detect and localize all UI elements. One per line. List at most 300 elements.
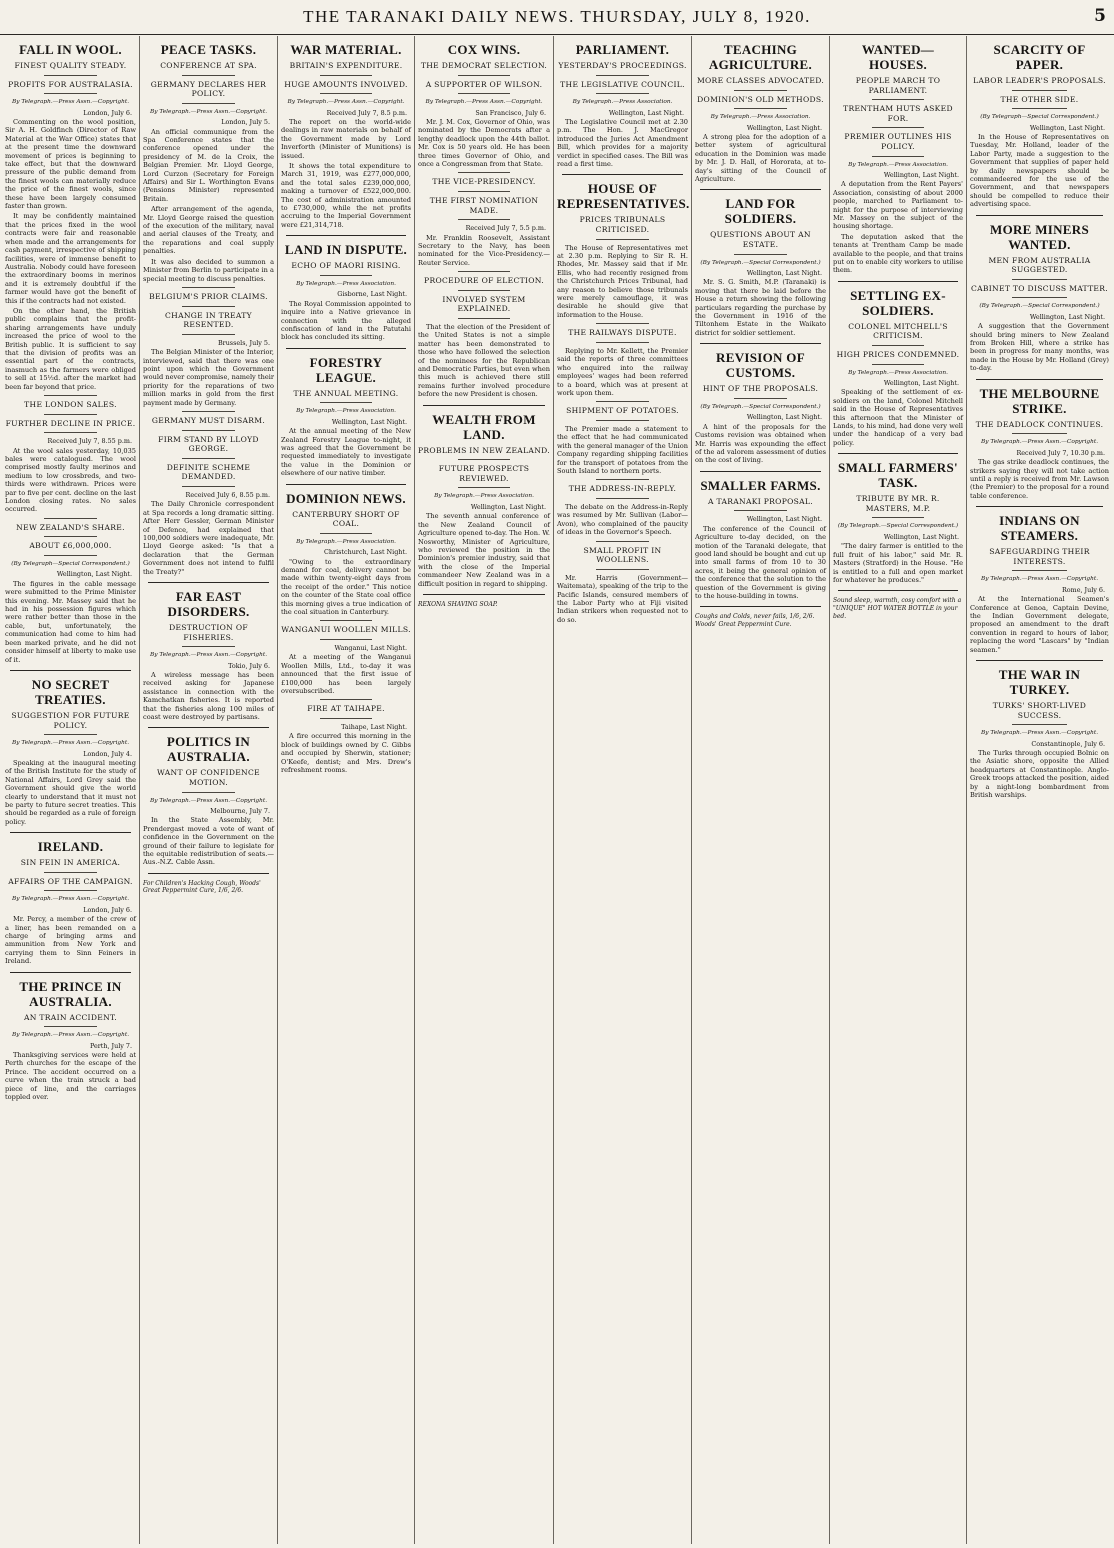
article [695,471,826,601]
article [5,395,136,514]
article-subheading: DEFINITE SCHEME DEMANDED. [166,462,251,482]
article [557,42,688,168]
article-paragraph: Replying to Mr. Kellett, the Premier said the reports of three committees who enquired into the railway employees' wages had been referred to a board, which was at present at work upon them. [557,346,688,397]
article-dateline: Received July 7, 8.5 p.m. [326,108,407,117]
article-subheading: PROBLEMS IN NEW ZEALAND. [418,445,550,455]
section-rule [10,972,131,973]
article-paragraph: The seventh annual conference of the New Zealand Council of Agriculture opened to-day. The Hon. W. Nosworthy, Minister of Agriculture, who reviewed the position in the Dominion's premier industry, said that with the close of the Imperial commandeer New Zealand was in a difficult position in regard to shipping. [418,512,550,588]
subheading-rule [458,487,511,488]
subheading-rule [734,108,786,109]
article-paragraph: A wireless message has been received asking for Japanese assistance in connection with the Kamchatkan fisheries. It is reported that the fisheries along 100 miles of coast were destroyed by partisans. [143,670,274,721]
article-dateline: Brussels, July 5. [217,338,270,347]
article [418,405,550,588]
subheading-rule [44,872,96,873]
article-subheading: FIRM STAND BY LLOYD GEORGE. [158,434,259,454]
article-paragraph: Thanksgiving services were held at Perth churches for the escape of the Prince. The accident occurred on a curve when the train struck a bad piece of line, and the carriages toppled over. [5,1051,136,1102]
article-rule [182,411,234,412]
article-subheading: SMALL PROFIT IN WOOLLENS. [583,545,662,565]
article-byline: By Telegraph.—Press Assn.—Copyright. [11,896,130,903]
article-subheading: THE RAILWAYS DISPUTE. [568,328,677,338]
article-dateline: Wellington, Last Night. [56,570,132,579]
article-paragraph: The debate on the Address-in-Reply was resumed by Mr. Sullivan (Labor—Avon), who complained of the paucity of ideas in the Governor's Speech. [557,502,688,537]
article-byline: By Telegraph.—Press Assn.—Copyright. [149,652,268,659]
subheading-rule [458,318,511,319]
article-subheading: AN TRAIN ACCIDENT. [23,1012,117,1022]
article-subheading: FIRE AT TAIHAPE. [307,704,385,714]
section-rule [976,215,1104,216]
article-paragraph: "The dairy farmer is entitled to the full fruit of his labor," said Mr. R. Masters (Stratford) in the House. "He is entitled to a full and open market for whatever he produces." [833,542,963,584]
article-subheading: THE VICE-PRESIDENCY. [432,177,536,187]
article-subheading: ABOUT £6,000,000. [29,541,112,551]
subheading-rule [320,533,372,534]
section-rule [10,670,131,671]
subheading-rule [1012,433,1068,434]
section-rule [700,343,821,344]
subheading-rule [1012,724,1068,725]
article-dateline: London, July 5. [221,118,270,127]
section-rule [10,832,131,833]
article-dateline: Wellington, Last Night. [883,170,959,179]
article [281,699,411,774]
article [281,620,411,695]
article-headline: COX WINS. [447,42,521,57]
article-byline: By Telegraph.—Press Association. [848,161,948,168]
article-headline: FALL IN WOOL. [19,42,122,57]
column-4 [414,36,553,1544]
article-byline: By Telegraph.—Press Assn.—Copyright. [149,797,268,804]
section-rule [148,727,269,728]
subheading-rule [872,517,924,518]
article-subheading: SIN FEIN IN AMERICA. [20,858,121,868]
subheading-rule [872,156,924,157]
article-headline: REVISION OF CUSTOMS. [716,350,805,381]
article [833,42,963,275]
article [281,484,411,617]
article-headline: IRELAND. [37,839,104,855]
article-headline: SETTLING EX-SOLDIERS. [850,287,946,318]
subheading-rule [182,103,234,104]
article [557,541,688,625]
article-paragraph: A fire occurred this morning in the block of buildings owned by C. Gibbs and occupied by Sherwin, stationer; O'Keefe, dentist; and Mrs. Drew's refreshment rooms. [281,732,411,775]
article-rule [458,172,511,173]
subheading-rule [596,93,648,94]
article-byline: By Telegraph.—Press Assn.—Copyright. [980,576,1099,583]
article-paragraph: The deputation asked that the tenants at Trentham Camp be made available to the people, and that trains put on to enable city workers to utilise them. [833,232,963,275]
article-byline: By Telegraph.—Press Association. [434,493,534,500]
article-paragraph: It may be confidently maintained that the prices fixed in the wool contracts were fair and reasonable when made and the arrangements for cash payment, irrespective of shipping facilities, were of immense benefit to Australia. Nobody could have foreseen the extraordinary booms in merinos and it is extremely doubtful if the farmer would have got the benefit of this if the contracts had not existed. [5,212,136,305]
article [970,506,1109,654]
subheading-rule [44,555,96,556]
section-rule [976,660,1104,661]
ad-rule [700,606,821,607]
article-subheading: DOMINION'S OLD METHODS. [697,94,824,104]
article-paragraph: Commenting on the wool position, Sir A. H. Goldfinch (Director of Raw Material at the War Office) states that at the present time the downward movement of prices is beginning to take effect, but that the downward pressure of the public demand from the finest wools can materially reduce the price of the finest wools, since these have been largely consumed faster than grown. [5,118,136,211]
subheading-rule [458,290,511,291]
article-byline: By Telegraph.—Press Association. [710,114,811,121]
article-subheading: THE ANNUAL MEETING. [293,388,399,398]
article-headline: SMALL FARMERS' TASK. [838,460,958,491]
article-paragraph: Mr. Franklin Roosevelt, Assistant Secretary to the Navy, has been nominated for the Vice-Presidency.—Reuter Service. [418,233,550,267]
article-subheading: GERMANY MUST DISARM. [151,415,266,425]
article-subheading: THE DEMOCRAT SELECTION. [420,61,548,70]
article-paragraph: Mr. S. G. Smith, M.P. (Taranaki) is moving that there be laid before the House a return showing the following particulars regarding the purchase by the Government in 1916 of the Tiltonhem Estate in the Waikato district for soldier settlement. [695,278,826,337]
article-rule [44,395,96,396]
article-subheading: FINEST QUALITY STEADY. [14,61,127,70]
article-headline: DOMINION NEWS. [286,490,406,506]
article [970,379,1109,500]
subheading-rule [182,430,234,431]
article-headline: THE WAR IN TURKEY. [998,666,1081,697]
article-paragraph: The figures in the cable message were submitted to the Prime Minister this evening. Mr. Massey said that he had in his possession figures which were rather better than those in the cable, but, unfortunately, the communication had come to him had been marked private, and he did not consider himself at liberty to make use of it. [5,579,136,664]
article-dateline: Taihape, Last Night. [341,723,407,732]
article [557,479,688,536]
article-subheading: BELGIUM'S PRIOR CLAIMS. [149,291,268,301]
article-paragraph: At the annual meeting of the New Zealand Forestry League to-night, it was agreed that the Government be requested immediately to investigate the value in the Dominion or elsewhere of our native timber. [281,427,411,478]
section-rule [562,174,683,175]
subheading-rule [182,334,234,335]
article-subheading: MEN FROM AUSTRALIA SUGGESTED. [988,255,1091,275]
article-byline: By Telegraph.—Press Assn.—Copyright. [287,99,405,106]
article-subheading: SHIPMENT OF POTATOES. [566,406,679,416]
subheading-rule [44,432,96,433]
article-byline: By Telegraph.—Press Assn.—Copyright. [11,1032,130,1039]
article-paragraph: The Daily Chronicle correspondent at Spa records a long dramatic sitting. After Herr Gessler, German Minister of Defence, had explained that 100,000 soldiers were inadequate, Mr. Lloyd George asked: "Is that a declaration that the German Government does not intend to fulfil the Treaty?" [143,500,274,576]
subheading-rule [182,75,234,76]
article-rule [320,620,372,621]
article-subheading: DESTRUCTION OF FISHERIES. [169,622,248,642]
article-dateline: Received July 7, 5.5 p.m. [465,224,546,233]
article-byline: By Telegraph.—Press Association. [296,408,396,415]
article-rule [458,271,511,272]
article-rule [44,518,96,519]
article-paragraph: A strong plea for the adoption of a better system of agricultural education in the Dominion was made by Mr. J. D. Hall, of Hororata, at to-day's sitting of the Council of Agriculture. [695,133,826,184]
article [143,727,274,866]
subheading-rule [734,254,786,255]
article-dateline: Perth, July 7. [89,1041,132,1050]
article-byline: (By Telegraph.—Special Correspondent.) [700,403,821,410]
article-subheading: WANGANUI WOOLLEN MILLS. [281,625,411,635]
subheading-rule [44,1026,96,1027]
article-subheading: ECHO OF MAORI RISING. [291,261,401,271]
article-rule [596,401,648,402]
subheading-rule [320,75,372,76]
article [970,215,1109,373]
article [833,453,963,584]
column-8 [966,36,1112,1544]
column-7 [829,36,966,1544]
ad-rule [838,590,958,591]
subheading-rule [596,498,648,499]
article-paragraph: The gas strike deadlock continues, the strikers saying they will not take action until a reply is received from Mr. Lawson (the Premier) to the proposal for a round table conference. [970,458,1109,500]
article [418,42,550,168]
article-rule [596,541,648,542]
section-rule [286,235,406,236]
article-byline: (By Telegraph.—Special Correspondent.) [979,303,1100,310]
article [5,518,136,664]
page-number: 5 [1094,6,1106,26]
article-byline: (By Telegraph.—Special Correspondent.) [700,259,821,266]
article-paragraph: At the wool sales yesterday, 10,035 bales were catalogued. The wool comprised mostly faulty merinos and medium to low crossbreds, and two-thirds were withdrawn. Prices were par to five per cent. decline on the last London closing rates. No sales occurred. [5,446,136,514]
article-subheading: THE FIRST NOMINATION MADE. [429,196,539,215]
article [5,42,136,391]
article-paragraph: It was also decided to summon a Minister from Berlin to participate in a special meeting to discuss penalties. [143,257,274,283]
article-dateline: San Francisco, July 6. [475,108,546,117]
subheading-rule [182,486,234,487]
article-headline: WEALTH FROM LAND. [432,411,536,442]
section-rule [286,484,406,485]
subheading-rule [596,569,648,570]
article [970,42,1109,209]
article-dateline: London, July 4. [83,749,132,758]
advertisement: For Children's Hacking Cough, Woods' Great Peppermint Cure, 1/6, 2/6. [143,879,261,895]
subheading-rule [734,510,786,511]
article-paragraph: The Belgian Minister of the Interior, interviewed, said that there was one point upon which the Government would never compromise, namely their priority for the reparations of two million marks in gold from the first payment made by Germany. [143,348,274,407]
article-headline: LAND IN DISPUTE. [284,242,408,258]
article-paragraph: A deputation from the Rent Payers' Association, consisting of about 2000 people, marched to Parliament to-night for the purpose of interviewing Mr. Massey on the subject of the housing shortage. [833,180,963,231]
article-dateline: Wellington, Last Night. [331,417,407,426]
article-dateline: Wellington, Last Night. [746,515,822,524]
article-byline: By Telegraph.—Press Association. [296,280,396,287]
article-byline: By Telegraph.—Press Association. [572,99,673,106]
article [418,172,550,267]
article-paragraph: Mr. J. M. Cox, Governor of Ohio, was nominated by the Democrats after a lengthy deadlock upon the 44th ballot. Mr. Cox is 50 years old. He has been three times Governor of Ohio, and once a Congressman from that State. [418,118,550,169]
article-subheading: A TARANAKI PROPOSAL. [708,496,813,506]
article-byline: (By Telegraph—Special Correspondent.) [980,114,1099,121]
article-paragraph: The Royal Commission appointed to inquire into a Native grievance in connection with the alleged confiscation of land in the Patutahi block has concluded its sitting. [281,299,411,342]
article-byline: By Telegraph.—Press Assn.—Copyright. [11,740,130,747]
article-subheading: CONFERENCE AT SPA. [160,61,257,70]
article-dateline: Wellington, Last Night. [746,413,822,422]
article-rule [596,479,648,480]
article-paragraph: The Legislative Council met at 2.30 p.m. The Hon. J. MacGregor introduced the Juries Act Amendment Bill, which provides for a majority verdict in specified cases. The Bill was read a first time. [557,118,688,169]
advertisement: REXONA SHAVING SOAP. [418,600,498,608]
subheading-rule [458,93,511,94]
article-subheading: YESTERDAY'S PROCEEDINGS. [558,61,687,70]
article-paragraph: In the State Assembly, Mr. Prendergast moved a vote of want of confidence in the Government on the ground of their failure to legislate for the equitable redistribution of seats.—Aus.-N.Z. Cable Assn. [143,816,274,867]
subheading-rule [872,99,924,100]
article-dateline: Wellington, Last Night. [1029,123,1105,132]
article-paragraph: Speaking of the settlement of ex-soldiers on the land, Colonel Mitchell said in the House of Representatives this afternoon that the Minister of Lands, to his mind, had done very well under the handicap of a very bad policy. [833,388,963,447]
article-dateline: London, July 6. [83,905,132,914]
article [5,972,136,1102]
section-rule [838,453,958,454]
subheading-rule [872,127,924,128]
article [281,348,411,478]
subheading-rule [44,536,96,537]
article-dateline: Wanganui, Last Night. [334,644,407,652]
article-rule [596,323,648,324]
article-paragraph: After arrangement of the agenda, Mr. Lloyd George raised the question of the execution of the military, naval and aerial clauses of the Treaty, and the reparations and coal supply penalties. [143,205,274,256]
article-paragraph: A hint of the proposals for the Customs revision was obtained when Mr. Harris was expounding the effect of the ad valorem assessment of duties on the cost of living. [695,422,826,465]
subheading-rule [320,402,372,403]
article [143,42,274,283]
article-byline: By Telegraph.—Press Assn.—Copyright. [980,439,1099,446]
article-subheading: HIGH PRICES CONDEMNED. [836,350,960,360]
article-paragraph: The Turks through occupied Bolnic on the Asiatic shore, opposite the Allied headquarters at Constantinople. Anglo-Greek troops attacked the position, aided by a night-long bombardment from British warships. [970,748,1109,799]
article [281,42,411,229]
article-headline: TEACHING AGRICULTURE. [708,42,813,72]
ad-rule [423,594,544,595]
subheading-rule [458,75,511,76]
article-rule [320,699,372,700]
article-headline: FAR EAST DISORDERS. [167,588,250,619]
column-6 [691,36,829,1544]
article-headline: THE MELBOURNE STRIKE. [979,385,1100,416]
subheading-rule [596,75,648,76]
article-subheading: LABOR LEADER'S PROPOSALS. [973,76,1106,85]
article [5,670,136,826]
article-subheading: PEOPLE MARCH TO PARLIAMENT. [855,76,941,95]
article-paragraph: It shows the total expenditure to March 31, 1919, was £277,000,000, and the total sales £239,000,000, making a turnover of £522,000,000. The cost of administration amounted to £730,000, while the net profits accruing to the Imperial Government were £21,314,718. [281,162,411,229]
subheading-rule [872,364,924,365]
article-paragraph: At a meeting of the Wanganui Woollen Mills, Ltd., to-day it was announced that the first issue of £100,000 has been largely oversubscribed. [281,653,411,696]
article [143,287,274,407]
advertisement: Sound sleep, warmth, cosy comfort with a "UNIQUE" HOT WATER BOTTLE in your bed. [833,597,962,620]
article-dateline: Christchurch, Last Night. [324,548,407,557]
article-subheading: THE LONDON SALES. [24,400,117,409]
ad-rule [148,873,269,874]
article-subheading: THE LEGISLATIVE COUNCIL. [560,79,685,89]
article-headline: WANTED—HOUSES. [861,42,935,72]
article-subheading: HINT OF THE PROPOSALS. [702,384,819,394]
subheading-rule [320,718,372,719]
subheading-rule [44,93,96,94]
article-paragraph: On the other hand, the British public complains that the profit-sharing arrangements have unduly increased the price of wool to the British public. It is sufficient to say that the division of profits was an essential part of the contracts, inasmuch as the farmers were obliged to sell at 15½d. after the market had been far beyond that price. [5,306,136,391]
subheading-rule [458,191,511,192]
article-dateline: London, July 6. [83,108,132,117]
article-subheading: COLONEL MITCHELL'S CRITICISM. [848,321,948,341]
article-paragraph: That the election of the President of the United States is not a simple matter has been demonstrated to those who have followed the selection of the nominees for the Republican and Democratic Parties, but even when this much is achieved there still remains further involved procedure before the new President is chosen. [418,323,550,399]
subheading-rule [734,90,786,91]
article-byline: By Telegraph.—Press Association. [296,538,396,545]
section-rule [976,379,1104,380]
article-dateline: Wellington, Last Night. [746,269,822,278]
article-headline: FORESTRY LEAGUE. [309,354,383,385]
subheading-rule [182,458,234,459]
subheading-rule [1012,570,1068,571]
article-headline: POLITICS IN AUSTRALIA. [166,734,251,765]
section-rule [423,405,544,406]
subheading-rule [44,75,96,76]
article-byline: By Telegraph.—Press Assn.—Copyright. [11,99,130,106]
article-subheading: PROCEDURE OF ELECTION. [424,276,544,286]
article [557,323,688,397]
article-subheading: SUGGESTION FOR FUTURE POLICY. [11,710,130,730]
article-subheading: TURKS' SHORT-LIVED SUCCESS. [992,700,1087,720]
column-3 [277,36,414,1544]
subheading-rule [1012,108,1068,109]
article-paragraph: Speaking at the inaugural meeting of the British Institute for the study of National Affairs, Lord Grey said the Government should give the world clearly to understand that it must not be party to future secret treaties. This should be regarded as a rule of foreign policy. [5,758,136,826]
article-subheading: GERMANY DECLARES HER POLICY. [150,79,267,99]
article-subheading: WANT OF CONFIDENCE MOTION. [157,768,260,787]
article [5,832,136,965]
section-rule [976,506,1104,507]
article-headline: WAR MATERIAL. [290,42,402,57]
article [557,401,688,475]
article-headline: PARLIAMENT. [575,42,670,57]
article-subheading: PROFITS FOR AUSTRALASIA. [8,79,133,89]
subheading-rule [320,275,372,276]
subheading-rule [596,239,648,240]
article-dateline: Wellington, Last Night. [1029,312,1105,321]
article [143,582,274,721]
subheading-rule [596,420,648,421]
article-paragraph: The House of Representatives met at 2.30 p.m. Replying to Sir R. H. Rhodes, Mr. Massey said that if Mr. Ellis, who had recently resigned from the Christchurch Prices Tribunal, had any reason to believe those tribunals were merely camouflage, it was desirable he should give that information to the House. [557,243,688,319]
article-headline: PEACE TASKS. [160,42,257,57]
article-paragraph: The conference of the Council of Agriculture to-day decided, on the motion of the Taranaki delegate, that good land should be bought and cut up into small farms of from 10 to 30 acres, it being the general opinion of the conference that the solution to the question of the Government is giving to the house-building in towns. [695,524,826,600]
article-byline: (By Telegraph—Special Correspondent.) [11,561,130,568]
article-dateline: Rome, July 6. [1061,585,1105,594]
article-dateline: Received July 7, 8.55 p.m. [47,437,132,446]
article-subheading: THE DEADLOCK CONTINUES. [975,419,1104,429]
article [695,343,826,464]
column-2 [139,36,277,1544]
article [557,174,688,319]
subheading-rule [1012,279,1068,280]
article-subheading: SAFEGUARDING THEIR INTERESTS. [989,547,1090,566]
subheading-rule [458,219,511,220]
subheading-rule [182,792,234,793]
article-byline: By Telegraph.—Press Assn.—Copyright. [980,730,1099,737]
article [695,42,826,183]
article-headline: NO SECRET TREATIES. [31,676,110,707]
section-rule [838,281,958,282]
article-subheading: FUTURE PROSPECTS REVIEWED. [438,464,530,483]
article-headline: SMALLER FARMS. [700,477,821,493]
article-subheading: HUGE AMOUNTS INVOLVED. [284,79,408,89]
article-subheading: THE ADDRESS-IN-REPLY. [568,484,677,494]
article-dateline: Wellington, Last Night. [470,502,546,511]
article-dateline: Wellington, Last Night. [883,532,959,541]
section-rule [700,189,821,190]
article-subheading: NEW ZEALAND'S SHARE. [16,522,125,532]
article-paragraph: An official communique from the Spa Conference states that the conference opened under the presidency of M. de la Croix, the Belgian Premier. Mr. Lloyd George, Lord Curzon (Secretary for Foreign Affairs) and Sir L. Worthington Evans (Pensions Minister) represented Britain. [143,127,274,203]
article-subheading: TRIBUTE BY MR. R. MASTERS, M.P. [856,494,940,513]
article-headline: HOUSE OF REPRESENTATIVES. [557,181,690,212]
article [418,271,550,398]
section-rule [286,348,406,349]
subheading-rule [44,734,96,735]
article-subheading: PREMIER OUTLINES HIS POLICY. [844,132,952,151]
article-headline: SCARCITY OF PAPER. [993,42,1086,72]
article-subheading: INVOLVED SYSTEM EXPLAINED. [442,294,526,314]
article-subheading: A SUPPORTER OF WILSON. [425,79,543,89]
subheading-rule [1012,297,1068,298]
article-byline: By Telegraph.—Press Association. [848,369,948,376]
subheading-rule [182,306,234,307]
article-subheading: THE OTHER SIDE. [1000,94,1079,104]
article-headline: LAND FOR SOLDIERS. [724,196,797,227]
article [970,660,1109,799]
article-subheading: QUESTIONS ABOUT AN ESTATE. [710,230,811,250]
article-subheading: PRICES TRIBUNALS CRITICISED. [579,215,666,235]
article-byline: (By Telegraph.—Special Correspondent.) [837,523,959,530]
article-rule [182,287,234,288]
article-byline: By Telegraph.—Press Assn.—Copyright. [425,99,543,106]
subheading-rule [320,639,372,640]
masthead-title: THE TARANAKI DAILY NEWS. THURSDAY, JULY 8, 1920. [303,7,811,26]
article-subheading: CHANGE IN TREATY RESENTED. [165,310,252,330]
article-paragraph: Mr. Harris (Government—Waitemata), speaking of the trip to the Pacific Islands, censured members of the Labor Party who at Fiji visited Indian strikers when requested not to do so. [557,573,688,624]
section-rule [700,471,821,472]
article-subheading: TRENTHAM HUTS ASKED FOR. [843,104,953,123]
article-subheading: FURTHER DECLINE IN PRICE. [5,418,136,428]
advertisement: Coughs and Colds, never fails, 1/6, 2/6. Woods' Great Peppermint Cure. [695,613,815,628]
subheading-rule [734,398,786,399]
article-paragraph: The report on the world-wide dealings in raw materials on behalf of the Government made by Lord Inverforth (Minister of Munitions) is issued. [281,118,411,160]
column-5 [553,36,691,1544]
article-dateline: Received July 7, 10.30 p.m. [1016,448,1105,457]
